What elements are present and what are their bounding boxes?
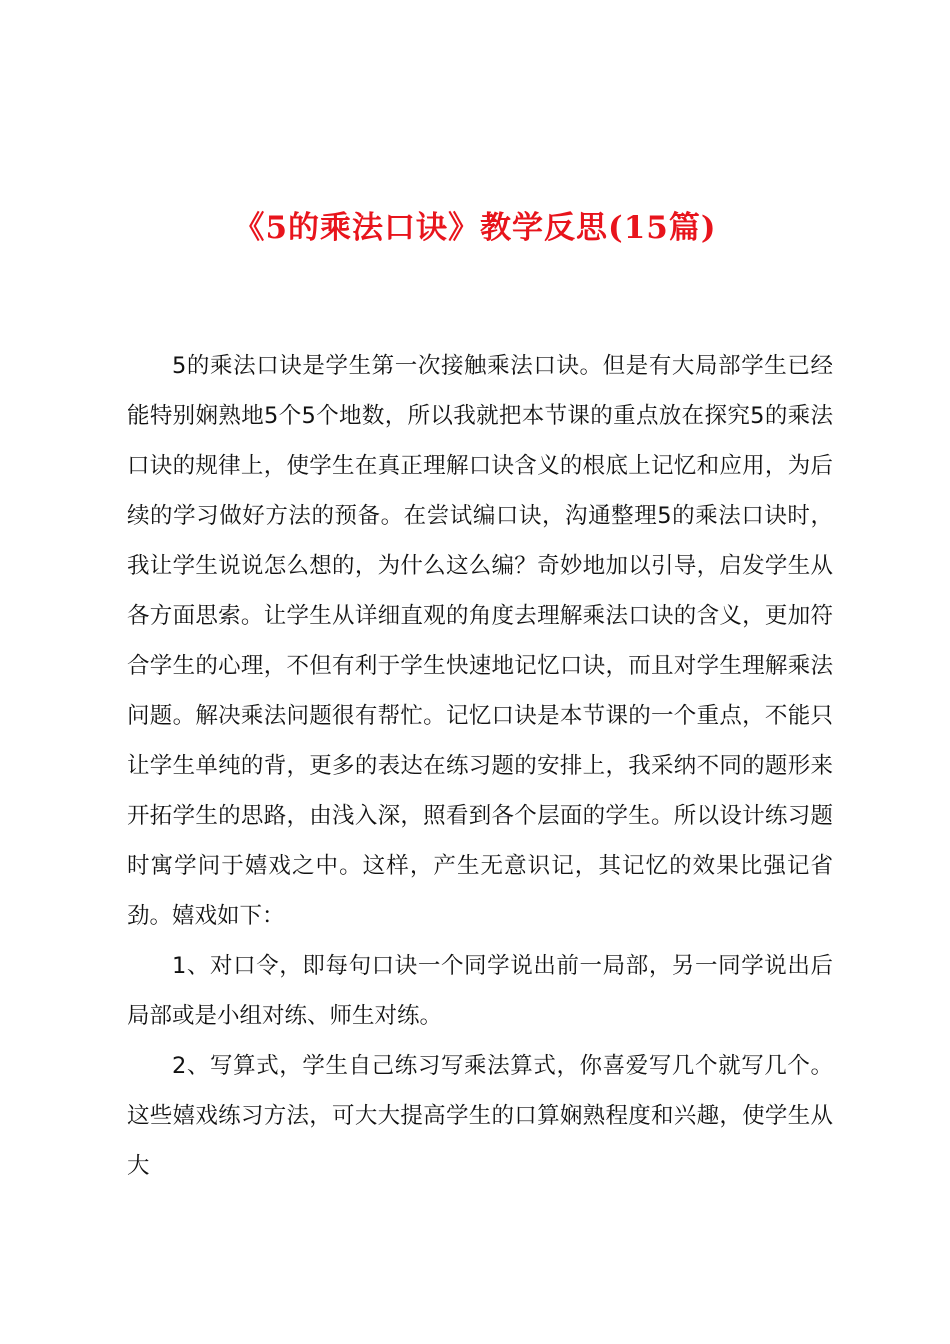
- paragraph-game-2: 2、写算式，学生自己练习写乘法算式，你喜爱写几个就写几个。这些嬉戏练习方法，可大大提高学生的口算娴熟程度和兴趣，使学生从大: [127, 1053, 833, 1179]
- paragraph-game-1: 1、对口令，即每句口诀一个同学说出前一局部，另一同学说出后局部或是小组对练、师生对练。: [127, 953, 833, 1029]
- paragraph-intro: 5的乘法口诀是学生第一次接触乘法口诀。但是有大局部学生已经能特别娴熟地5个5个地数，所以我就把本节课的重点放在探究5的乘法口诀的规律上，使学生在真正理解口诀含义的根底上记忆和应用，为后续的学习做好方法的预备。在尝试编口诀，沟通整理5的乘法口诀时，我让学生说说怎么想的，为什么这么编？奇妙地加以引导，启发学生从各方面思索。让学生从详细直观的角度去理解乘法口诀的含义，更加符合学生的心理，不但有利于学生快速地记忆口诀，而且对学生理解乘法问题。解决乘法问题很有帮忙。记忆口诀是本节课的一个重点，不能只让学生单纯的背，更多的表达在练习题的安排上，我采纳不同的题形来开拓学生的思路，由浅入深，照看到各个层面的学生。所以设计练习题时寓学问于嬉戏之中。这样，产生无意识记，其记忆的效果比强记省劲。嬉戏如下：: [127, 353, 833, 929]
- document-title: 《5的乘法口诀》教学反思(15篇): [233, 210, 717, 246]
- document-body: [127, 341, 833, 1191]
